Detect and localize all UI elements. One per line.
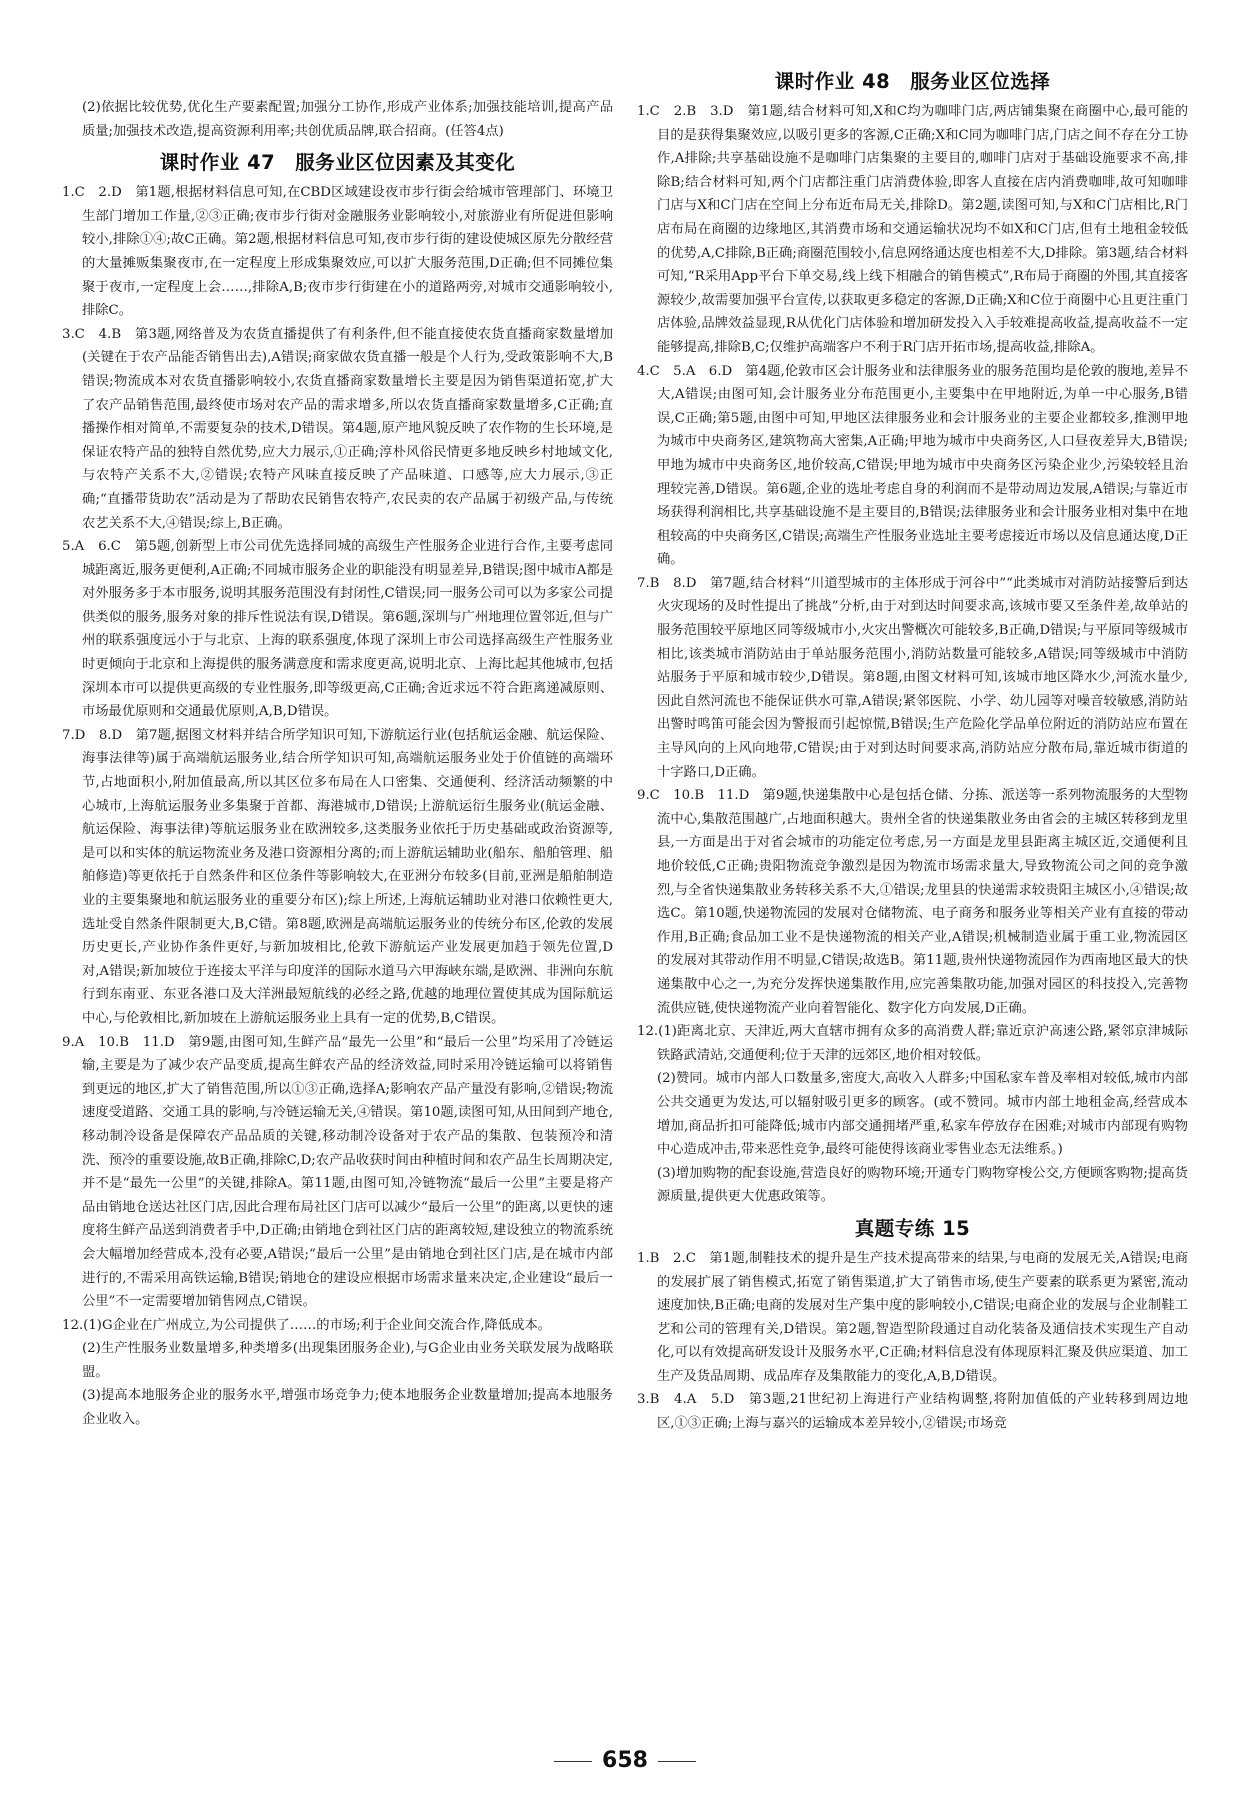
answer-paragraph: 9.A 10.B 11.D 第9题,由图可知,生鲜产品“最先一公里”和“最后一公里”均采用了冷链运输,主要是为了减少农产品变质,提高生鲜农产品的经济效益,同时采用冷链运输可以将销售到更远的地区,扩大了销售范围,所以①③正确,选择A;影响农产品产量没有影响,②错误;物流速度受道路、交通工具的影响,与冷链运输无关,④错误。第10题,读图可知,从田间到产地仓,移动制冷设备是保障农产品品质的关键,移动制冷设备对于农产品的集散、包装预冷和清洗、预冷的重要设施,故B正确,排除C,D;农产品收获时间由种植时间和农产品生长周期决定,并不是“最先一公里”的关键,排除A。第11题,由图可知,冷链物流“最后一公里”主要是将产品由销地仓送达社区门店,因此合理布局社区门店可以减少“最后一公里”的距离,以更快的速度将生鲜产品送到消费者手中,D正确;由销地仓到社区门店的距离较短,建设独立的物流系统会大幅增加经营成本,没有必要,A错误;“最后一公里”是由销地仓到社区门店,是在城市内部进行的,不需采用高铁运输,B错误;销地仓的建设应根据市场需求量来决定,企业建设“最后一公里”不一定需要增加销售网点,C错误。 xyxy=(62,1034,613,1310)
answer-paragraph: 4.C 5.A 6.D 第4题,伦敦市区会计服务业和法律服务业的服务范围均是伦敦的腹地,差异不大,A错误;由图可知,会计服务业分布范围更小,主要集中在甲地附近,为单一中心服务,B错误,C正确;第5题,由图中可知,甲地区法律服务业和会计服务业的主要企业都较多,推测甲地为城市中央商务区,建筑物高大密集,A正确;甲地为城市中央商务区,人口昼夜差异大,B错误;甲地为城市中央商务区,地价较高,C错误;甲地为城市中央商务区污染企业少,污染较轻且治理较完善,D错误。第6题,企业的选址考虑自身的利润而不是带动周边发展,A错误;与靠近市场获得利润相比,共享基础设施不是主要目的,B错误;法律服务业和会计服务业相对集中在地租较高的中央商务区,C错误;高端生产性服务业选址主要考虑接近市场以及信息通达度,D正确。 xyxy=(637,363,1188,568)
answer-paragraph: 1.C 2.B 3.D 第1题,结合材料可知,X和C均为咖啡门店,两店铺集聚在商圈中心,最可能的目的是获得集聚效应,以吸引更多的客源,C正确;X和C同为咖啡门店,门店之间不存在分工协作,A排除;共享基础设施不是咖啡门店集聚的主要目的,咖啡门店对于基础设施要求不高,排除B;结合材料可知,两个门店都注重门店消费体验,即客人直接在店内消费咖啡,故可知咖啡门店与X和C门店在空间上分布近布局无关,排除D。第2题,读图可知,与X和C门店相比,R门店布局在商圈的边缘地区,其消费市场和交通运输状况均不如X和C门店,但有土地租金较低的优势,A,C排除,B正确;商圈范围较小,信息网络通达度也相差不大,D排除。第3题,结合材料可知,“R采用App平台下单交易,线上线下相融合的销售模式”,R布局于商圈的外围,其直接客源较少,故需要加强平台宣传,以获取更多稳定的客源,D正确;X和C位于商圈中心且更注重门店体验,品牌效益显现,R从优化门店体验和增加研发投入入手较难提高收益,提高收益不一定能够提高,排除B,C;仅维护高端客户不利于R门店开拓市场,提高收益,排除A。 xyxy=(637,104,1188,355)
page-number: 658 xyxy=(0,1748,1250,1773)
answer-paragraph: 12.(1)距离北京、天津近,两大直辖市拥有众多的高消费人群;靠近京沪高速公路,紧邻京津城际铁路武清站,交通便利;位于天津的远郊区,地价相对较低。 xyxy=(637,1024,1188,1063)
answer-paragraph: 7.B 8.D 第7题,结合材料“川道型城市的主体形成于河谷中”“此类城市对消防站接警后到达火灾现场的及时性提出了挑战”分析,由于对到达时间要求高,该城市要又至条件差,故单站的服务范围较平原地区同等级城市小,火灾出警概次可能较多,B正确,D错误;与平原同等级城市相比,该类城市消防站由于单站服务范围小,消防站数量可能较多,A错误;同等级城市中消防站服务于平原和城市较少,D错误。第8题,由图文材料可知,该城市地区降水少,河流水量少,因此自然河流也不能保证供水可靠,A错误;紧邻医院、小学、幼儿园等对噪音较敏感,消防站出警时鸣笛可能会因为警报而引起惊慌,B错误;生产危险化学品单位附近的消防站应布置在主导风向的上风向地带,C错误;由于对到达时间要求高,消防站应分散布局,靠近城市街道的十字路口,D正确。 xyxy=(637,575,1188,780)
answer-paragraph: 12.(1)G企业在广州成立,为公司提供了……的市场;利于企业间交流合作,降低成本。 xyxy=(62,1317,552,1333)
section-heading-47: 课时作业 47 服务业区位因素及其变化 xyxy=(159,151,516,175)
answer-paragraph: 5.A 6.C 第5题,创新型上市公司优先选择同城的高级生产性服务企业进行合作,主要考虑同城距离近,服务更便利,A正确;不同城市服务企业的职能没有明显差异,B错误;图中城市A都是对外服务多于本市服务,说明其服务范围没有封闭性,C错误;同一服务公司可以为多家公司提供类似的服务,服务对象的排斥性说法有误,D错误。第6题,深圳与广州地理位置邻近,但与广州的联系强度远小于与北京、上海的联系强度,体现了深圳上市公司选择高级生产性服务业时更倾向于北京和上海提供的服务满意度和需求度更高,说明北京、上海比起其他城市,包括深圳本市可以提供更高级的专业性服务,即等级更高,C正确;舍近求远不符合距离递减原则、市场最优原则和交通最优原则,A,B,D错误。 xyxy=(62,539,613,720)
answer-paragraph: 3.C 4.B 第3题,网络普及为农货直播提供了有利条件,但不能直接使农货直播商家数量增加(关键在于农产品能否销售出去),A错误;商家做农货直播一般是个人行为,受政策影响不大,B错误;物流成本对农货直播影响较小,农货直播商家数量增长主要是因为销售渠道拓宽,扩大了农产品销售范围,最终使市场对农产品的需求增多,所以农货直播商家数量增多,C正确;直播操作相对简单,不需要复杂的技术,D错误。第4题,原产地风貌反映了农作物的生长环境,是保证农特产品的独特自然优势,应大力展示,①正确;淳朴风俗民情更多地反映乡村地域文化,与农特产关系不大,②错误;农特产风味直接反映了产品味道、口感等,应大力展示,③正确;“直播带货助农”活动是为了帮助农民销售农特产,农民卖的农产品属于初级产品,与传统农艺关系不大,④错误;综上,B正确。 xyxy=(62,326,613,531)
answer-paragraph: 7.D 8.D 第7题,据图文材料并结合所学知识可知,下游航运行业(包括航运金融、航运保险、海事法律等)属于高端航运服务业,结合所学知识可知,高端航运服务业处于价值链的高端环节,占地面积小,附加值最高,所以其区位多布局在人口密集、交通便利、经济活动频繁的中心城市,上海航运服务业多集聚于首都、海港城市,D错误;上游航运衍生服务业(航运金融、航运保险、海事法律)等航运服务业在欧洲较多,这类服务业依托于历史基础或政治资源等,是可以和实体的航运物流业务及港口资源相分离的;而上游航运辅助业(船东、船舶管理、船舶修造)等更依托于自然条件和区位条件等影响较大,在亚洲分布较多(目前,亚洲是船舶制造业的主要集聚地和航运服务业的重要分布区);综上所述,上海航运辅助业对港口依赖性更大,选址受自然条件限制更大,B,C错。第8题,欧洲是高端航运服务业的传统分布区,伦敦的发展历史更长,产业协作条件更好,与新加坡相比,伦敦下游航运产业发展更加趋于领先位置,D对,A错误;新加坡位于连接太平洋与印度洋的国际水道马六甲海峡东端,是欧洲、非洲向东航行到东南亚、东亚各港口及大洋洲最短航线的必经之路,优越的地理位置使其成为国际航运中心,与伦敦相比,新加坡在上游航运服务业上具有一定的优势,B,C错误。 xyxy=(62,727,613,1026)
answer-paragraph: 1.C 2.D 第1题,根据材料信息可知,在CBD区域建设夜市步行街会给城市管理部门、环境卫生部门增加工作量,②③正确;夜市步行街对金融服务业影响较小,对旅游业有所促进但影响较小,排除①④;故C正确。第2题,根据材料信息可知,夜市步行街的建设使城区原先分散经营的大量摊贩集聚夜市,在一定程度上形成集聚效应,可以扩大服务范围,D正确;但不同摊位集聚于夜市,一定程度上会……,排除A,B;夜市步行街建在小的道路两旁,对城市交通影响较小,排除C。 xyxy=(62,185,613,319)
right-column xyxy=(637,70,1188,1736)
section-heading-48: 课时作业 48 服务业区位选择 xyxy=(774,70,1051,93)
answer-page xyxy=(62,70,1188,1736)
section-heading-exam-practice: 真题专练 15 xyxy=(854,1216,971,1240)
intro-paragraph: (2)依据比较优势,优化生产要素配置;加强分工协作,形成产业体系;加强技能培训,提高产品质量;加强技术改造,提高资源利用率;共创优质品牌,联合招商。(任答4点) xyxy=(81,100,613,139)
answer-paragraph: (3)增加购物的配套设施,营造良好的购物环境;开通专门购物穿梭公交,方便顾客购物;提高货源质量,提供更大优惠政策等。 xyxy=(656,1165,1188,1205)
answer-paragraph: 9.C 10.B 11.D 第9题,快递集散中心是包括仓储、分拣、派送等一系列物流服务的大型物流中心,集散范围越广,占地面积越大。贵州全省的快递集散业务由省会的主城区转移到龙里县,一方面是出于对省会城市的功能定位考虑,另一方面是龙里县距离主城区近,交通便利且地价较低,C正确;贵阳物流竞争激烈是因为物流市场需求量大,导致物流公司之间的竞争激烈,与全省快递集散业务转移关系不大,①错误;龙里县的快递需求较贵阳主城区小,④错误;故选C。第10题,快递物流园的发展对仓储物流、电子商务和服务业等相关产业有直接的带动作用,B正确;食品加工业不是快递物流的相关产业,A错误;机械制造业属于重工业,物流园区的发展对其带动作用不明显,C错误;故选B。第11题,贵州快递物流园作为西南地区最大的快递集散中心之一,为充分发挥快递集散作用,应完善集散功能,加强对园区的科技投入,完善物流供应链,使快递物流产业向着智能化、数字化方向发展,D正确。 xyxy=(637,788,1188,1016)
answer-paragraph: (2)生产性服务业数量增多,种类增多(出现集团服务企业),与G企业由业务关联发展为战略联盟。 xyxy=(81,1341,613,1380)
answer-paragraph: (3)提高本地服务企业的服务水平,增强市场竞争力;使本地服务企业数量增加;提高本地服务企业收入。 xyxy=(81,1388,613,1428)
answer-paragraph: (2)赞同。城市内部人口数量多,密度大,高收入人群多;中国私家车普及率相对较低,城市内部公共交通更为发达,可以辐射吸引更多的顾客。(或不赞同。城市内部土地租金高,经营成本增加,商品折扣可能降低;城市内部交通拥堵严重,私家车停放存在困难;对城市内部现有购物中心造成冲击,带来恶性竞争,最终可能使得该商业零售业态无法维系。) xyxy=(656,1071,1188,1158)
answer-paragraph: 3.B 4.A 5.D 第3题,21世纪初上海进行产业结构调整,将附加值低的产业转移到周边地区,①③正确;上海与嘉兴的运输成本差异较小,②错误;市场竞 xyxy=(637,1392,1188,1432)
answer-paragraph: 1.B 2.C 第1题,制鞋技术的提升是生产技术提高带来的结果,与电商的发展无关,A错误;电商的发展扩展了销售模式,拓宽了销售渠道,扩大了销售市场,使生产要素的联系更为紧密,流动速度加快,B正确;电商的发展对生产集中度的影响较小,C错误;电商企业的发展与企业制鞋工艺和公司的管理有关,D错误。第2题,智造型阶段通过自动化装备及通信技术实现生产自动化,可以有效提高研发设计及服务水平,C正确;材料信息没有体现原料汇聚及供应渠道、加工生产及货品周期、成品库存及集散能力的变化,A,B,D错误。 xyxy=(637,1250,1188,1384)
left-column xyxy=(62,96,613,1736)
